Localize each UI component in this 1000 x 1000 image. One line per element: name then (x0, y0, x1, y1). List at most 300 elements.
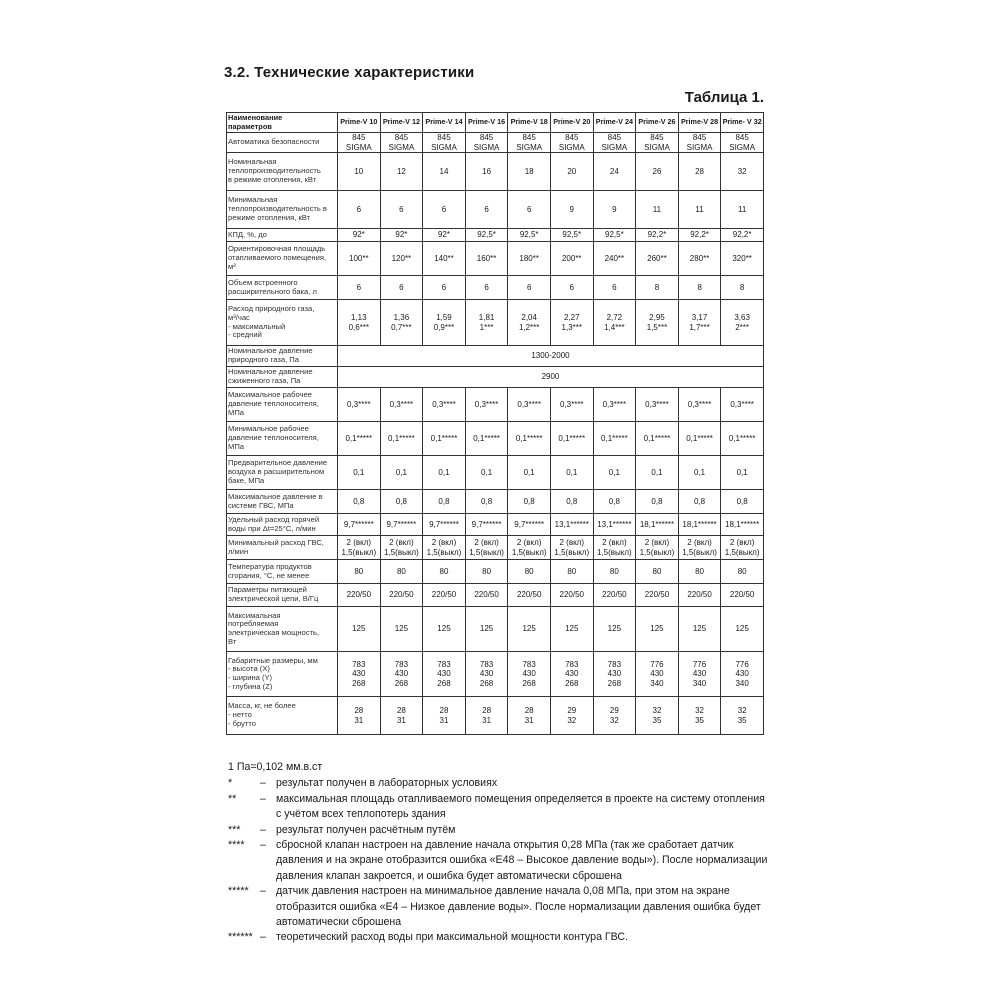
value-line: 320** (732, 253, 752, 263)
value-cell (550, 229, 593, 242)
value-cell (380, 560, 423, 584)
value-cell (380, 242, 423, 276)
value-line: 8 (697, 282, 702, 292)
value-line: 1,2*** (518, 322, 540, 332)
value-line: 430 (522, 669, 536, 679)
param-name-cell (227, 229, 338, 242)
value-cell (721, 276, 764, 300)
value-line: 31 (396, 715, 406, 725)
value-line: 31 (524, 715, 534, 725)
value-line: 32 (609, 715, 619, 725)
value-line: 240** (604, 253, 625, 263)
value-line: 0,8 (566, 496, 578, 506)
footnote-text: результат получен в лабораторных условиях (276, 777, 498, 790)
value-line: 13,1****** (597, 519, 632, 529)
value-cell (593, 560, 636, 584)
merged-value-cell: 1300-2000 (338, 346, 764, 367)
value-cell (508, 276, 551, 300)
value-cell (721, 153, 764, 191)
value-cell (380, 490, 423, 514)
value-line: 9,7****** (386, 519, 417, 529)
value-line: 32 (567, 715, 577, 725)
value-line: 0,1***** (345, 433, 373, 443)
value-line: 125 (565, 624, 579, 634)
value-cell (465, 456, 508, 490)
param-name-line: баке, МПа (228, 476, 265, 486)
value-line: 9,7****** (514, 519, 545, 529)
value-line: 776 (650, 659, 664, 669)
value-cell (721, 536, 764, 560)
value-cell (636, 242, 679, 276)
value-line: 80 (609, 566, 619, 576)
value-line: 80 (567, 566, 577, 576)
value-line: 1,5(выкл) (554, 547, 590, 557)
value-line: 0,1***** (473, 433, 500, 443)
param-name-line: воздуха в расширительном (228, 467, 325, 477)
value-line: 430 (565, 669, 579, 679)
param-name-cell (227, 153, 338, 191)
value-line: 6 (612, 282, 617, 292)
value-cell (380, 153, 423, 191)
model-header-cell: Prime-V 18 (508, 113, 551, 133)
value-line: 29 (609, 706, 619, 716)
footnote-mark: **** (228, 839, 245, 852)
value-cell (550, 300, 593, 346)
value-line: 11 (652, 204, 662, 214)
value-line: 268 (565, 678, 579, 688)
value-line: 430 (607, 669, 622, 679)
value-cell (338, 584, 381, 607)
value-line: 2,95 (649, 313, 665, 323)
value-line: 220/50 (474, 590, 499, 600)
value-cell (678, 242, 721, 276)
value-line: 0,1 (523, 467, 535, 477)
value-line: 125 (352, 624, 366, 634)
value-cell (465, 514, 508, 536)
param-name-cell (227, 514, 338, 536)
value-cell (593, 652, 636, 697)
value-cell (423, 607, 466, 652)
param-name-line: отапливаемого помещения, (228, 253, 327, 263)
value-cell (550, 191, 593, 229)
value-line: 180** (519, 253, 539, 263)
param-name-line: Минимальная (228, 195, 278, 205)
value-cell (593, 191, 636, 229)
value-cell (465, 388, 508, 422)
param-name-cell (227, 242, 338, 276)
value-line: SIGMA (601, 142, 628, 152)
param-name-line: - глубина (Z) (228, 681, 273, 691)
param-name-line: Удельный расход горячей (228, 514, 320, 524)
value-cell (721, 652, 764, 697)
value-line: 783 (437, 659, 451, 669)
value-line: 845 (394, 133, 409, 142)
table-row (227, 560, 764, 584)
value-cell (636, 652, 679, 697)
param-name-line: Предварительное давление (228, 458, 328, 468)
value-line: 845 (352, 133, 366, 142)
value-line: 100** (349, 253, 369, 263)
param-name-cell (227, 697, 338, 735)
table-row (227, 153, 764, 191)
value-cell (508, 490, 551, 514)
value-cell (423, 697, 466, 735)
param-name-line: давление теплоносителя, (228, 399, 319, 409)
value-cell (380, 514, 423, 536)
table-row (227, 229, 764, 242)
value-line: 0,8 (651, 496, 663, 506)
footnote-mark: ** (228, 792, 237, 805)
value-cell (380, 607, 423, 652)
value-line: 2 (вкл) (516, 538, 542, 548)
value-cell (338, 153, 381, 191)
value-line: 430 (735, 669, 749, 679)
value-line: 0,1 (608, 467, 620, 477)
value-line: 9,7****** (471, 519, 502, 529)
value-line: 6 (441, 282, 447, 292)
value-cell (593, 536, 636, 560)
value-line: 845 (692, 133, 707, 142)
value-line: 0,1 (651, 467, 663, 477)
value-line: 13,1****** (554, 519, 589, 529)
table-row (227, 536, 764, 560)
value-line: 845 (607, 133, 622, 142)
value-cell (423, 652, 466, 697)
table-row (227, 191, 764, 229)
value-cell (380, 133, 423, 153)
value-line: 28 (396, 706, 406, 716)
value-cell (380, 229, 423, 242)
value-cell (338, 607, 381, 652)
value-cell (678, 536, 721, 560)
value-line: 845 (735, 133, 749, 142)
value-line: 6 (356, 204, 362, 214)
param-name-cell (227, 536, 338, 560)
value-cell (508, 697, 551, 735)
value-line: 92* (352, 230, 365, 240)
value-cell (721, 607, 764, 652)
value-line: 31 (354, 715, 364, 725)
value-line: 8 (739, 282, 745, 292)
param-name-cell (227, 607, 338, 652)
value-cell (721, 133, 764, 153)
value-line: 6 (569, 282, 574, 292)
value-cell (678, 276, 721, 300)
param-name-line: - высота (Х) (228, 664, 270, 674)
footnote-text: датчик давления настроен на минимальное давление начала 0,08 МПа, при этом на экране отобразится ошибка «Е4 – Низкое давление воды». После нормализации давления ошибка будет автоматически сброшена (276, 885, 761, 929)
value-cell (465, 584, 508, 607)
value-cell (636, 191, 679, 229)
value-line: 0,8 (353, 496, 365, 506)
param-name-cell (227, 191, 338, 229)
value-cell (338, 697, 381, 735)
value-cell (593, 456, 636, 490)
value-line: 125 (479, 624, 494, 634)
value-line: 0,6*** (348, 322, 370, 332)
value-line: 80 (652, 566, 662, 576)
value-line: 26 (652, 166, 662, 176)
value-line: 220/50 (516, 590, 542, 600)
param-name-cell (227, 652, 338, 697)
value-line: 0,1***** (728, 433, 756, 443)
value-line: SIGMA (729, 142, 756, 152)
value-line: 260** (647, 253, 667, 263)
value-line: 11 (737, 204, 747, 214)
value-cell (678, 560, 721, 584)
value-cell (678, 697, 721, 735)
value-line: 92,5* (477, 230, 496, 240)
value-cell (721, 584, 764, 607)
param-name-line: природного газа, Па (228, 355, 299, 365)
value-line: 220/50 (602, 590, 627, 600)
value-line: 1,5(выкл) (597, 547, 632, 557)
value-cell (550, 652, 593, 697)
value-cell (721, 300, 764, 346)
value-line: 340 (735, 678, 749, 688)
value-cell (721, 490, 764, 514)
value-line: 200** (561, 253, 582, 263)
value-cell (550, 607, 593, 652)
value-line: 160** (476, 253, 497, 263)
value-line: 0,1***** (643, 433, 671, 443)
value-cell (380, 456, 423, 490)
param-name-line: воды при Δt=25°С, л/мин (228, 523, 316, 533)
footnote-item (228, 776, 768, 791)
footnotes (228, 760, 768, 946)
value-cell (508, 422, 551, 456)
value-cell (550, 422, 593, 456)
value-cell (338, 229, 381, 242)
value-cell (593, 242, 636, 276)
value-line: 783 (479, 659, 494, 669)
value-cell (678, 300, 721, 346)
param-name-line: сгорания, °С, не менее (228, 570, 310, 580)
value-line: 125 (437, 624, 451, 634)
value-line: 268 (479, 678, 494, 688)
value-line: 220/50 (644, 590, 670, 600)
value-line: 3,17 (691, 313, 708, 323)
value-cell (423, 514, 466, 536)
value-cell (678, 422, 721, 456)
value-line: 18,1****** (725, 519, 760, 529)
value-cell (550, 697, 593, 735)
value-line: 125 (607, 624, 622, 634)
value-cell (465, 191, 508, 229)
value-line: 28 (695, 166, 704, 176)
value-line: 430 (394, 669, 409, 679)
value-cell (636, 300, 679, 346)
value-cell (678, 388, 721, 422)
value-line: 1,4*** (604, 322, 625, 332)
value-line: 6 (484, 282, 489, 292)
value-line: 10 (354, 166, 364, 176)
value-cell (636, 607, 679, 652)
footnote-mark: *** (228, 823, 241, 836)
value-cell (508, 300, 551, 346)
value-line: 1,5*** (646, 322, 668, 332)
value-cell (380, 191, 423, 229)
param-name-cell (227, 367, 338, 388)
value-line: 0,3**** (517, 399, 541, 409)
value-cell (508, 560, 551, 584)
value-line: 1,7*** (689, 322, 710, 332)
value-line: 783 (565, 659, 579, 669)
value-cell (465, 607, 508, 652)
table-row (227, 300, 764, 346)
param-name-cell (227, 422, 338, 456)
value-line: 0,1***** (515, 433, 543, 443)
value-cell (550, 490, 593, 514)
value-cell (380, 422, 423, 456)
value-line: 0,8 (438, 496, 450, 506)
table-row (227, 514, 764, 536)
value-cell (550, 560, 593, 584)
param-name-line: Максимальное давление в (228, 491, 323, 501)
value-cell (721, 229, 764, 242)
value-cell (593, 388, 636, 422)
model-header-cell: Prime-V 10 (338, 113, 381, 133)
value-line: 2 (вкл) (431, 538, 457, 548)
value-line: 0,1 (353, 467, 365, 477)
footnote-mark: ***** (228, 885, 249, 898)
footnote-dash: – (260, 839, 266, 852)
value-cell (465, 229, 508, 242)
value-cell (508, 191, 551, 229)
param-name-line: Расход природного газа, (228, 304, 315, 314)
value-line: 29 (567, 706, 577, 716)
value-line: 2 (вкл) (602, 538, 627, 548)
value-line: 80 (737, 566, 747, 576)
value-line: 1,5(выкл) (639, 547, 675, 557)
value-line: 0,1 (481, 467, 493, 477)
value-line: 1,81 (478, 313, 495, 323)
value-line: 32 (652, 706, 662, 716)
value-line: 28 (524, 706, 534, 716)
value-line: 845 (437, 133, 451, 142)
value-cell (678, 652, 721, 697)
value-line: 35 (737, 715, 747, 725)
value-cell (338, 514, 381, 536)
value-line: 35 (652, 715, 662, 725)
value-cell (465, 697, 508, 735)
value-cell (338, 560, 381, 584)
value-cell (465, 560, 508, 584)
value-line: 92* (437, 230, 450, 240)
param-name-line: Ориентировочная площадь (228, 244, 326, 254)
value-cell (338, 388, 381, 422)
param-name-line: Максимальное рабочее (228, 390, 312, 400)
value-cell (636, 276, 679, 300)
value-line: 18,1****** (639, 519, 675, 529)
value-cell (721, 388, 764, 422)
value-line: 9,7****** (429, 519, 459, 529)
value-line: 845 (650, 133, 664, 142)
value-line: 32 (695, 706, 704, 716)
value-line: 0,1***** (388, 433, 415, 443)
model-header-cell: Prime- V 32 (721, 113, 764, 133)
value-cell (338, 191, 381, 229)
footnote-item (228, 792, 768, 823)
value-cell (678, 490, 721, 514)
param-name-line: Номинальное давление (228, 346, 313, 356)
value-line: 0,3**** (687, 399, 712, 409)
value-line: 1,13 (351, 313, 367, 323)
value-line: 2 (вкл) (346, 538, 372, 548)
value-line: 0,1 (693, 467, 706, 477)
value-line: 783 (394, 659, 409, 669)
value-cell (380, 697, 423, 735)
value-line: 1,5(выкл) (682, 547, 717, 557)
value-cell (508, 242, 551, 276)
value-line: 0,3**** (730, 399, 754, 409)
value-cell (550, 388, 593, 422)
value-line: SIGMA (345, 142, 372, 152)
value-line: 0,7*** (391, 322, 412, 332)
value-cell (636, 456, 679, 490)
value-line: 220/50 (431, 590, 457, 600)
value-line: 430 (352, 669, 366, 679)
value-cell (678, 607, 721, 652)
value-line: 35 (695, 715, 704, 725)
value-line: 92,5* (562, 230, 582, 240)
value-line: 783 (352, 659, 366, 669)
value-line: 0,8 (608, 496, 620, 506)
value-line: 220/50 (729, 590, 755, 600)
value-line: 1,36 (393, 313, 410, 323)
value-line: SIGMA (516, 142, 543, 152)
pressure-conversion-note: 1 Па=0,102 мм.в.ст (228, 761, 323, 773)
value-cell (550, 133, 593, 153)
table-row (227, 346, 764, 367)
value-cell (508, 388, 551, 422)
value-cell (508, 652, 551, 697)
value-cell (550, 153, 593, 191)
param-name-cell (227, 490, 338, 514)
value-cell (465, 153, 508, 191)
value-cell (721, 422, 764, 456)
value-cell (593, 584, 636, 607)
value-line: 2,27 (563, 313, 580, 323)
value-line: 6 (526, 204, 532, 214)
value-line: 28 (354, 706, 364, 716)
value-line: 9,7****** (343, 519, 374, 529)
model-header-cell: Prime-V 16 (465, 113, 508, 133)
param-name-cell (227, 456, 338, 490)
model-header-cell: Prime-V 28 (678, 113, 721, 133)
value-cell (423, 242, 466, 276)
value-line: 0,8 (395, 496, 407, 506)
value-cell (465, 490, 508, 514)
footnote-item (228, 884, 768, 930)
value-line: SIGMA (388, 142, 415, 152)
value-cell (593, 697, 636, 735)
value-line: 125 (522, 624, 536, 634)
value-line: 120** (391, 253, 412, 263)
param-name-line: теплопроизводительность (228, 166, 321, 176)
value-line: 32 (737, 166, 747, 176)
param-name-line: Габаритные размеры, мм (228, 655, 318, 665)
value-line: 6 (484, 204, 489, 214)
footnote-text: теоретический расход воды при максимальной мощности контура ГВС. (276, 931, 628, 944)
value-cell (380, 536, 423, 560)
value-line: 845 (565, 133, 579, 142)
param-name-line: - брутто (228, 719, 257, 729)
value-line: 220/50 (389, 590, 414, 600)
value-cell (593, 514, 636, 536)
value-line: 18,1****** (682, 519, 717, 529)
value-line: 268 (607, 678, 622, 688)
value-line: 6 (441, 204, 447, 214)
